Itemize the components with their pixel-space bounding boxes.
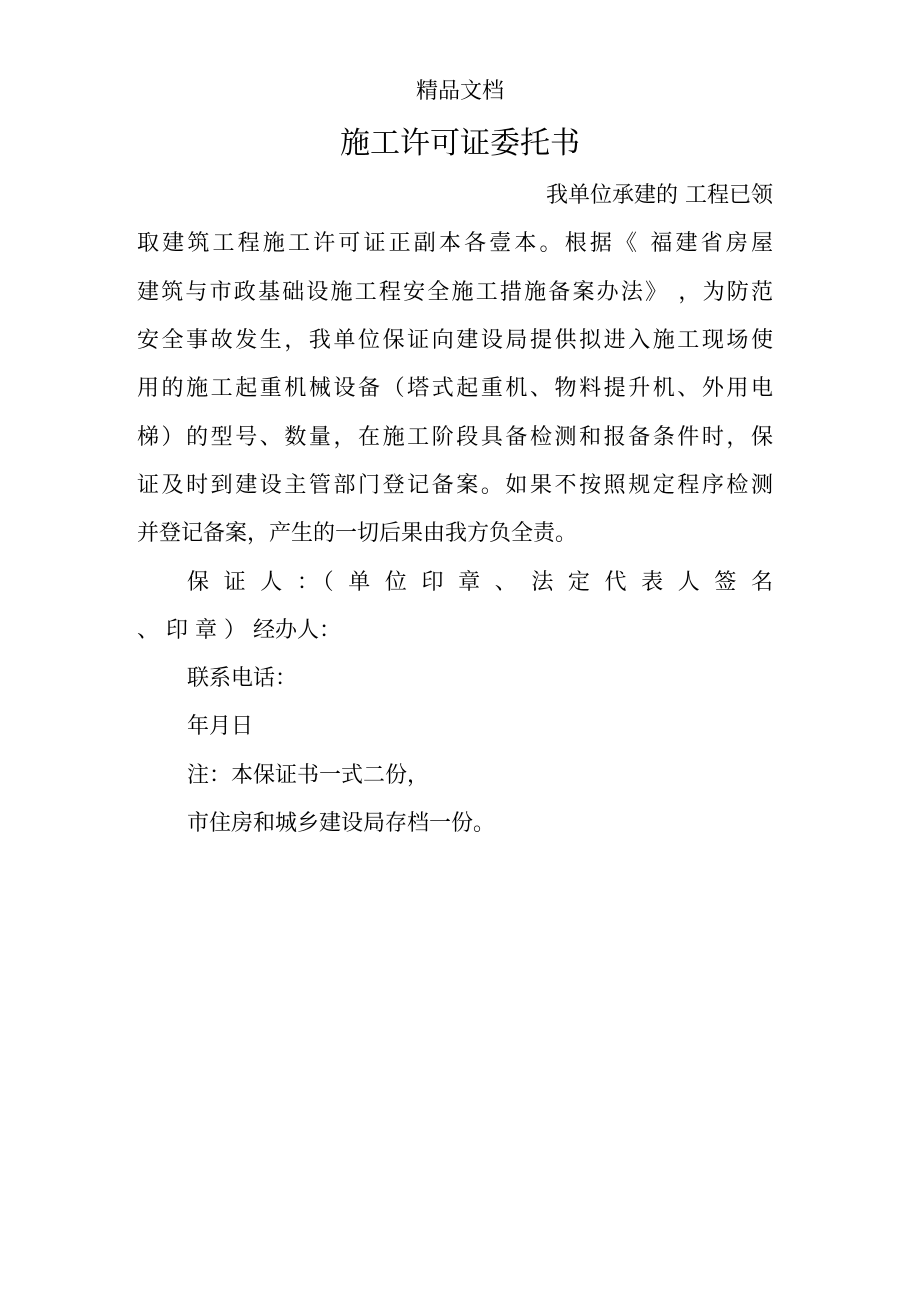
body-line-6: 梯）的型号、数量，在施工阶段具备检测和报备条件时，保 xyxy=(137,425,773,450)
body-line-2: 取建筑工程施工许可证正副本各壹本。根据《 福建省房屋 xyxy=(137,231,773,256)
document-title: 施工许可证委托书 xyxy=(340,126,580,161)
body-line-5: 用的施工起重机械设备（塔式起重机、物料提升机、外用电 xyxy=(137,376,773,401)
body-line-1: 我单位承建的 工程已领 xyxy=(546,183,773,208)
guarantor-line: 保 证 人 ：（ 单 位 印 章 、 法 定 代 表 人 签 名 xyxy=(187,570,773,595)
date-line: 年月日 xyxy=(187,714,254,739)
body-line-7: 证及时到建设主管部门登记备案。如果不按照规定程序检测 xyxy=(137,473,773,498)
contact-phone-label: 联系电话： xyxy=(187,666,298,691)
page-header: 精品文档 xyxy=(415,79,504,104)
body-line-8: 并登记备案，产生的一切后果由我方负全责。 xyxy=(137,521,578,546)
body-line-4: 安全事故发生，我单位保证向建设局提供拟进入施工现场使 xyxy=(137,328,773,353)
note-line: 注：本保证书一式二份， xyxy=(187,763,430,788)
guarantor-line-continued: 、 印 章 ） 经办人： xyxy=(137,618,341,643)
archive-note-line: 市住房和城乡建设局存档一份。 xyxy=(187,811,496,836)
body-line-3: 建筑与市政基础设施工程安全施工措施备案办法》 ，为防范 xyxy=(137,280,773,305)
